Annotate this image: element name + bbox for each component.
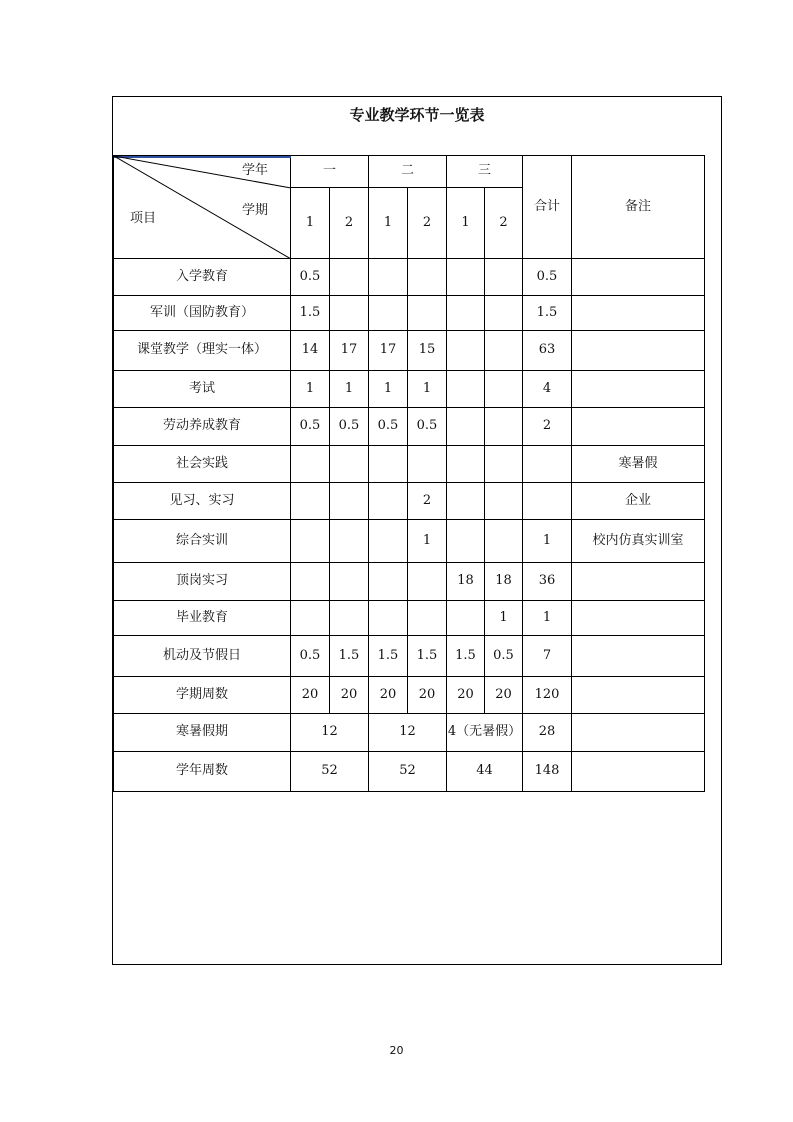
row-note <box>572 601 705 636</box>
term-value: 20 <box>330 677 369 714</box>
term-value: 1.5 <box>408 636 447 677</box>
term-value: 0.5 <box>291 636 330 677</box>
term-value <box>447 483 485 520</box>
table-row <box>114 371 705 408</box>
row-item: 学期周数 <box>114 677 291 714</box>
row-item: 劳动养成教育 <box>114 408 291 446</box>
term-header: 2 <box>408 188 447 259</box>
year-value: 12 <box>291 714 369 752</box>
term-value: 1 <box>408 371 447 408</box>
table-row <box>114 601 705 636</box>
header-xueqi: 学期 <box>242 203 269 218</box>
header-xuenian: 学年 <box>242 163 269 178</box>
term-value <box>408 563 447 601</box>
row-item: 机动及节假日 <box>114 636 291 677</box>
year-value: 4（无暑假） <box>447 714 523 752</box>
term-value: 17 <box>369 331 408 371</box>
term-value <box>330 563 369 601</box>
term-value <box>291 601 330 636</box>
term-value: 0.5 <box>408 408 447 446</box>
table-row <box>114 259 705 296</box>
term-value <box>369 601 408 636</box>
term-value: 1.5 <box>369 636 408 677</box>
term-value <box>447 259 485 296</box>
row-total: 1.5 <box>523 296 572 331</box>
term-header: 2 <box>485 188 523 259</box>
term-value: 1 <box>408 520 447 563</box>
term-value <box>485 296 523 331</box>
row-item: 考试 <box>114 371 291 408</box>
year-2: 二 <box>369 156 447 188</box>
term-value <box>408 601 447 636</box>
term-header: 1 <box>291 188 330 259</box>
row-item: 综合实训 <box>114 520 291 563</box>
row-total: 63 <box>523 331 572 371</box>
row-item: 课堂教学（理实一体） <box>114 331 291 371</box>
row-note <box>572 331 705 371</box>
year-1: 一 <box>291 156 369 188</box>
row-total: 7 <box>523 636 572 677</box>
term-value <box>291 446 330 483</box>
year-3: 三 <box>447 156 523 188</box>
total-header: 合计 <box>523 156 572 259</box>
row-item: 社会实践 <box>114 446 291 483</box>
row-note <box>572 408 705 446</box>
row-note <box>572 714 705 752</box>
term-value <box>291 483 330 520</box>
row-total: 4 <box>523 371 572 408</box>
teaching-schedule-table <box>113 155 705 792</box>
term-value: 1.5 <box>330 636 369 677</box>
term-value <box>447 296 485 331</box>
term-value <box>485 331 523 371</box>
row-note: 企业 <box>572 483 705 520</box>
term-value <box>369 296 408 331</box>
year-value: 52 <box>369 752 447 792</box>
row-total: 28 <box>523 714 572 752</box>
term-value <box>447 408 485 446</box>
term-value <box>485 483 523 520</box>
table-row <box>114 636 705 677</box>
row-item: 见习、实习 <box>114 483 291 520</box>
table-row <box>114 331 705 371</box>
row-item: 顶岗实习 <box>114 563 291 601</box>
term-value: 2 <box>408 483 447 520</box>
term-value <box>369 563 408 601</box>
table-row <box>114 446 705 483</box>
term-value <box>485 520 523 563</box>
table-row <box>114 714 705 752</box>
note-header: 备注 <box>572 156 705 259</box>
term-value: 0.5 <box>291 408 330 446</box>
term-value <box>330 296 369 331</box>
term-value <box>330 446 369 483</box>
term-value: 1 <box>485 601 523 636</box>
term-value <box>330 259 369 296</box>
row-total: 2 <box>523 408 572 446</box>
row-note: 寒暑假 <box>572 446 705 483</box>
term-value <box>485 446 523 483</box>
table-row <box>114 563 705 601</box>
table-row <box>114 483 705 520</box>
term-value: 14 <box>291 331 330 371</box>
term-value: 1.5 <box>291 296 330 331</box>
row-item: 入学教育 <box>114 259 291 296</box>
term-value: 20 <box>485 677 523 714</box>
row-item: 毕业教育 <box>114 601 291 636</box>
term-value: 1 <box>330 371 369 408</box>
term-value <box>408 446 447 483</box>
term-value <box>330 601 369 636</box>
term-value: 0.5 <box>330 408 369 446</box>
term-value: 20 <box>291 677 330 714</box>
term-value <box>291 563 330 601</box>
row-item: 寒暑假期 <box>114 714 291 752</box>
term-value <box>369 520 408 563</box>
term-value: 0.5 <box>369 408 408 446</box>
row-total: 148 <box>523 752 572 792</box>
term-value <box>408 259 447 296</box>
term-value: 18 <box>485 563 523 601</box>
term-value <box>447 331 485 371</box>
table-row <box>114 408 705 446</box>
row-note <box>572 371 705 408</box>
term-value <box>330 520 369 563</box>
year-value: 12 <box>369 714 447 752</box>
term-value <box>330 483 369 520</box>
term-value <box>369 483 408 520</box>
term-value <box>485 371 523 408</box>
term-value <box>447 601 485 636</box>
row-total: 1 <box>523 601 572 636</box>
term-value: 15 <box>408 331 447 371</box>
row-item: 军训（国防教育） <box>114 296 291 331</box>
term-value <box>485 259 523 296</box>
term-value: 1 <box>291 371 330 408</box>
term-value <box>447 446 485 483</box>
row-note <box>572 677 705 714</box>
term-value: 20 <box>408 677 447 714</box>
row-note <box>572 296 705 331</box>
table-row <box>114 752 705 792</box>
term-header: 1 <box>369 188 408 259</box>
term-header: 2 <box>330 188 369 259</box>
page-number: 20 <box>389 1044 404 1057</box>
term-value: 0.5 <box>291 259 330 296</box>
year-value: 52 <box>291 752 369 792</box>
row-total <box>523 483 572 520</box>
term-value: 17 <box>330 331 369 371</box>
row-item: 学年周数 <box>114 752 291 792</box>
row-total <box>523 446 572 483</box>
term-value <box>369 446 408 483</box>
row-note <box>572 563 705 601</box>
term-value: 1 <box>369 371 408 408</box>
term-value <box>369 259 408 296</box>
row-note <box>572 636 705 677</box>
term-value: 0.5 <box>485 636 523 677</box>
table-row <box>114 520 705 563</box>
table-title: 专业教学环节一览表 <box>349 106 485 124</box>
term-header: 1 <box>447 188 485 259</box>
term-value <box>408 296 447 331</box>
term-value: 20 <box>369 677 408 714</box>
term-value: 1.5 <box>447 636 485 677</box>
term-value: 18 <box>447 563 485 601</box>
row-note <box>572 752 705 792</box>
term-value <box>485 408 523 446</box>
row-total: 120 <box>523 677 572 714</box>
header-xiangmu: 项目 <box>130 211 157 226</box>
header-diagonal-cell <box>114 156 291 259</box>
year-value: 44 <box>447 752 523 792</box>
row-note: 校内仿真实训室 <box>572 520 705 563</box>
term-value <box>291 520 330 563</box>
row-total: 1 <box>523 520 572 563</box>
table-row <box>114 677 705 714</box>
term-value <box>447 371 485 408</box>
table-row <box>114 296 705 331</box>
row-total: 0.5 <box>523 259 572 296</box>
row-note <box>572 259 705 296</box>
term-value: 20 <box>447 677 485 714</box>
row-total: 36 <box>523 563 572 601</box>
term-value <box>447 520 485 563</box>
